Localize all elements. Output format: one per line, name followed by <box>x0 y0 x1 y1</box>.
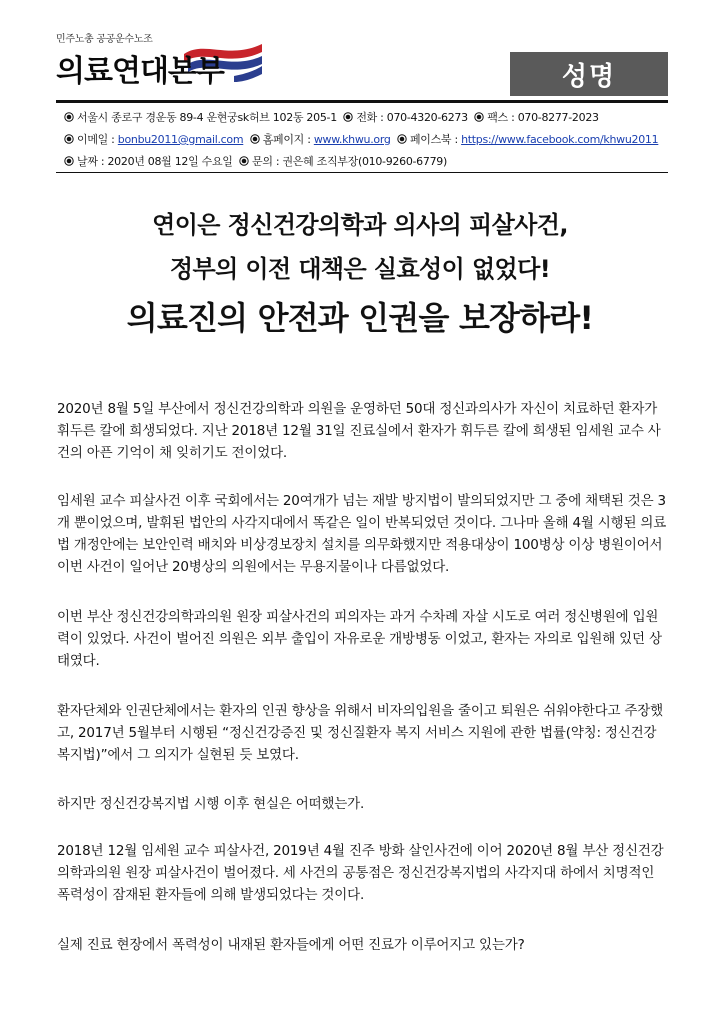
org-subtitle: 민주노총 공공운수노조 <box>56 34 153 45</box>
header-divider <box>56 100 668 103</box>
headline-line-1: 연이은 정신건강의학과 의사의 피살사건, <box>152 211 568 239</box>
contact-line-3 <box>64 153 447 169</box>
letterhead <box>0 0 720 175</box>
body-paragraph: 환자단체와 인권단체에서는 환자의 인권 향상을 위해서 비자의입원을 줄이고 퇴원은 쉬워야한다고 주장했고, 2017년 5월부터 시행된 “정신건강증진 및 정신질환자 복지 서비스 지원에 관한 법률(약칭: 정신건강복지법)”에서 그 의지가 실현된 듯 보였다. <box>57 703 663 763</box>
contact-line-2 <box>64 131 658 147</box>
body-paragraph: 임세원 교수 피살사건 이후 국회에서는 20여개가 넘는 재발 방지법이 발의되었지만 그 중에 채택된 것은 3개 뿐이었으며, 발휘된 법안의 사각지대에서 똑같은 일이 반복되었던 것이다. 그나마 올해 4월 시행된 의료법 개정안에는 보안인력 배치와 비상경보장치 설치를 의무화했지만 적용대상이 100병상 이상 병원이어서 이번 사건이 일어난 20병상의 의원에서는 무용지물이나 다름없었다. <box>57 493 667 575</box>
org-name: 의료연대본부 <box>56 54 224 89</box>
homepage-label: 홈페이지 : <box>262 133 311 146</box>
body-paragraph: 이번 부산 정신건강의학과의원 원장 피살사건의 피의자는 과거 수차례 자살 시도로 여러 정신병원에 입원력이 있었다. 사건이 벌어진 의원은 외부 출입이 자유로운 개방병동 이었고, 환자는 자의로 입원해 있던 상태였다. <box>57 609 662 669</box>
headline-line-3: 의료진의 안전과 인권을 보장하라! <box>126 299 594 337</box>
bullet-icon <box>64 156 74 166</box>
date-label: 날짜 : <box>77 155 105 168</box>
contact-person: 권은혜 조직부장(010-9260-6779) <box>282 155 447 168</box>
bullet-icon <box>64 134 74 144</box>
header-divider-bottom <box>56 172 668 173</box>
headline-line-2: 정부의 이전 대책은 실효성이 없었다! <box>169 255 551 283</box>
bullet-icon <box>64 112 74 122</box>
bullet-icon <box>474 112 484 122</box>
fax-number: 070-8277-2023 <box>517 111 599 124</box>
homepage-link[interactable]: www.khwu.org <box>313 133 391 146</box>
bullet-icon <box>397 134 407 144</box>
date-text: 2020년 08월 12일 수요일 <box>107 155 233 168</box>
address-text: 서울시 종로구 경운동 89-4 운현궁sk허브 102동 205-1 <box>77 111 337 124</box>
bullet-icon <box>343 112 353 122</box>
facebook-label: 페이스북 : <box>409 133 458 146</box>
body-paragraph: 2018년 12월 임세원 교수 피살사건, 2019년 4월 진주 방화 살인사건에 이어 2020년 8월 부산 정신건강의학과의원 원장 피살사건이 벌어졌다. 세 사건의 공통점은 정신건강복지법의 사각지대 하에서 치명적인 폭력성이 잠재된 환자들에 의해 발생되었다는 것이다. <box>57 843 664 903</box>
contact-line-1 <box>64 109 599 125</box>
bullet-icon <box>239 156 249 166</box>
body-paragraph: 2020년 8월 5일 부산에서 정신건강의학과 의원을 운영하던 50대 정신과의사가 자신이 치료하던 환자가 휘두른 칼에 희생되었다. 지난 2018년 12월 31일 진료실에서 환자가 휘두른 칼에 희생된 임세원 교수 사건의 아픈 기억이 채 잊히기도 전이었다. <box>57 401 661 461</box>
document-type-badge: 성명 <box>510 52 668 96</box>
email-label: 이메일 : <box>77 133 115 146</box>
facebook-link[interactable]: https://www.facebook.com/khwu2011 <box>461 133 659 146</box>
body-paragraph: 실제 진료 현장에서 폭력성이 내재된 환자들에게 어떤 진료가 이루어지고 있는가? <box>57 937 525 953</box>
phone-number: 070-4320-6273 <box>386 111 468 124</box>
fax-label: 팩스 : <box>487 111 515 124</box>
email-link[interactable]: bonbu2011@gmail.com <box>117 133 244 146</box>
body-paragraph: 하지만 정신건강복지법 시행 이후 현실은 어떠했는가. <box>57 796 365 812</box>
contact-label: 문의 : <box>252 155 280 168</box>
phone-label: 전화 : <box>356 111 384 124</box>
bullet-icon <box>250 134 260 144</box>
org-logo <box>56 30 256 100</box>
